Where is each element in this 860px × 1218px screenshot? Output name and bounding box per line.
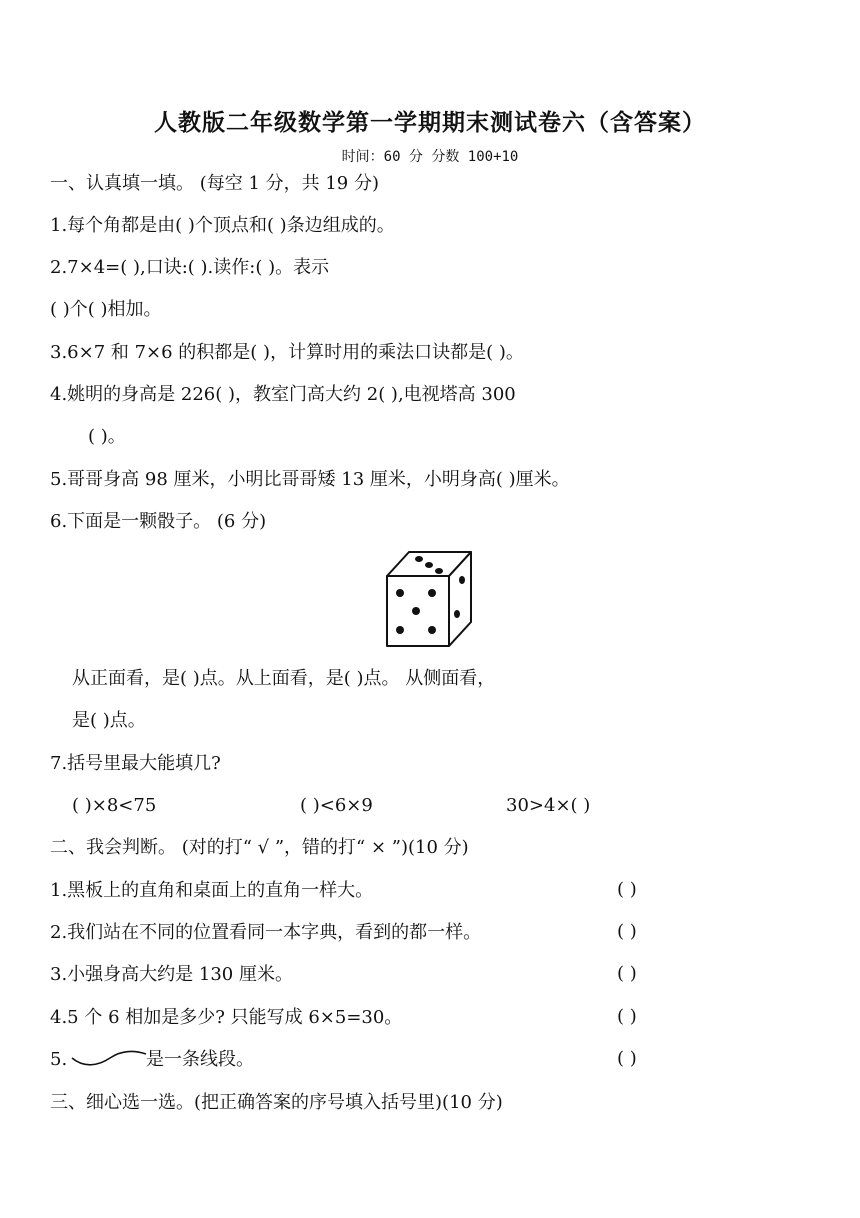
curved-line-illustration bbox=[70, 1046, 148, 1068]
question-1: 1.每个角都是由( )个顶点和( )条边组成的。 bbox=[50, 215, 395, 236]
judge-item-5: 是一条线段。 bbox=[146, 1049, 254, 1070]
question-4: 4.姚明的身高是 226( )，教室门高大约 2( ),电视塔高 300 bbox=[50, 384, 516, 405]
dice-side-face bbox=[449, 552, 471, 646]
section-3-heading: 三、细心选一选。(把正确答案的序号填入括号里)(10 分) bbox=[50, 1092, 503, 1113]
dice-dots bbox=[396, 556, 465, 634]
judge-answer-3: ( ) bbox=[617, 963, 637, 984]
question-7: 7.括号里最大能填几? bbox=[50, 753, 221, 774]
question-7-b: ( )<6×9 bbox=[300, 795, 373, 816]
exam-info: 时间：60 分 分数 100+10 bbox=[341, 149, 519, 165]
question-3: 3.6×7 和 7×6 的积都是( )，计算时用的乘法口诀都是( )。 bbox=[50, 342, 524, 363]
page-title: 人教版二年级数学第一学期期末测试卷六（含答案） bbox=[154, 110, 706, 136]
judge-answer-5: ( ) bbox=[617, 1048, 637, 1069]
judge-answer-4: ( ) bbox=[617, 1006, 637, 1027]
dice-illustration bbox=[383, 548, 479, 650]
question-2: 2.7×4=( ),口诀:( ).读作:( )。表示 bbox=[50, 257, 330, 278]
question-7-a: ( )×8<75 bbox=[72, 795, 157, 816]
judge-answer-1: ( ) bbox=[617, 879, 637, 900]
question-5: 5.哥哥身高 98 厘米，小明比哥哥矮 13 厘米，小明身高( )厘米。 bbox=[50, 469, 570, 490]
question-2-continued: ( )个( )相加。 bbox=[50, 299, 162, 320]
judge-item-5-number: 5. bbox=[50, 1049, 68, 1070]
question-7-c: 30>4×( ) bbox=[506, 795, 591, 816]
section-2-heading: 二、我会判断。 (对的打“ √ ”，错的打“ × ”)(10 分) bbox=[50, 837, 469, 858]
judge-item-4: 4.5 个 6 相加是多少? 只能写成 6×5=30。 bbox=[50, 1007, 403, 1028]
question-6-answer-line-2: 是( )点。 bbox=[72, 710, 146, 731]
question-6: 6.下面是一颗骰子。 (6 分) bbox=[50, 511, 267, 532]
judge-item-3: 3.小强身高大约是 130 厘米。 bbox=[50, 964, 293, 985]
judge-item-2: 2.我们站在不同的位置看同一本字典，看到的都一样。 bbox=[50, 922, 482, 943]
judge-item-1: 1.黑板上的直角和桌面上的直角一样大。 bbox=[50, 880, 374, 901]
question-6-answer-line: 从正面看，是( )点。从上面看，是( )点。 从侧面看， bbox=[72, 668, 496, 689]
judge-answer-2: ( ) bbox=[617, 921, 637, 942]
question-4-continued: ( )。 bbox=[88, 426, 126, 447]
section-1-heading: 一、认真填一填。 (每空 1 分，共 19 分) bbox=[50, 173, 380, 194]
